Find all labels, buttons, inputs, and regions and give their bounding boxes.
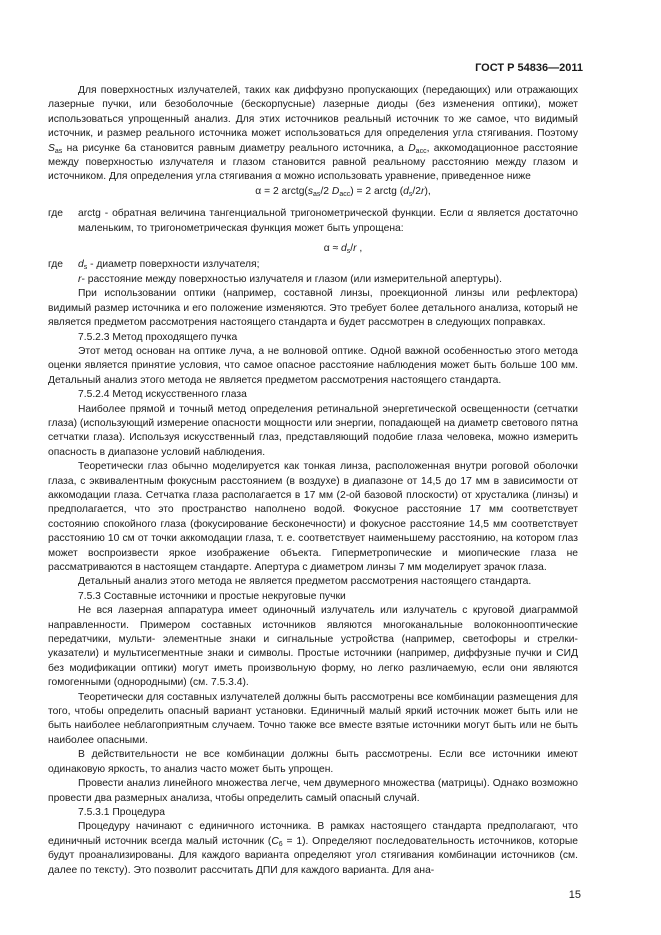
section-heading: 7.5.2.4 Метод искусственного глаза: [78, 389, 247, 401]
standard-header: ГОСТ Р 54836—2011: [475, 62, 583, 74]
paragraph: При использовании оптики (например, составной линзы, проекционной линзы или рефлектора) видимый размер источника и его положение изменяются. Это требует более детального анализа, который не является предметом рассмотрения настоящего стандарта и будет рассмотрен в следующих поправках.: [48, 288, 578, 329]
text-run: ,: [356, 243, 363, 255]
page-number: 15: [568, 889, 581, 901]
symbol: S: [48, 142, 55, 154]
text-run: Процедуру начинают с единичного источника. В рамках настоящего стандарта предполагают, что единичный источник всегда малый источник (: [48, 821, 578, 847]
text-run: ) = 2 arctg (: [350, 185, 404, 197]
symbol: d: [78, 259, 84, 271]
where-label: где: [48, 208, 64, 220]
subscript: s: [83, 264, 88, 272]
formula-approximation: [48, 242, 578, 256]
paragraph: Детальный анализ этого метода не является предметом рассмотрения настоящего стандарта.: [78, 576, 532, 588]
section-heading: 7.5.2.3 Метод проходящего пучка: [78, 331, 238, 343]
symbol: D: [331, 185, 340, 197]
text-run: α ≈: [323, 243, 342, 255]
where-label: где: [48, 259, 64, 271]
paragraph: Провести анализ линейного множества легче, чем двумерного множества (матрицы). Однако возможно провести два размерных анализа, чтобы определить самый опасный случай.: [48, 778, 578, 804]
definition-text: - расстояние между поверхностью излучателя и глазом (или измерительной апертуры).: [81, 273, 502, 285]
text-run: /: [350, 243, 354, 255]
paragraph: [48, 84, 578, 185]
definition-r: [48, 273, 578, 287]
subscript: acc: [415, 147, 427, 155]
subscript: s: [408, 190, 413, 198]
symbol: D: [408, 142, 416, 154]
text-run: на рисунке 6а становится равным диаметру реального источника, а: [62, 142, 409, 154]
paragraph: Наиболее прямой и точный метод определения ретинальной энергетической освещенности (сетчатки глаза) (использующий измерение опасности мощности или энергии, попадающей на диаметр светового пятна сетчатки глаза). Используя искусственный глаз, представляющий подобие глаза человека, можно измерить опасность в диапазоне условий наблюдения.: [48, 403, 578, 458]
subscript: as: [313, 190, 321, 198]
spacer: [48, 199, 578, 207]
text-run: , аккомодационное расстояние между поверхностью излучателя и глазом становится равной реальному расстоянию между глазом и источником. Для определения угла стягивания α можно использовать уравнение, приведенное ниже: [48, 142, 579, 183]
subscript: 6: [278, 840, 283, 848]
paragraph: В действительности не все комбинации должны быть рассмотрены. Если все источники имеют одинаковую яркость, то анализ часто может быть упрощен.: [48, 749, 578, 775]
symbol: d: [341, 243, 347, 255]
definition-arctg: [48, 207, 578, 236]
subscript: as: [54, 147, 63, 155]
symbol: C: [271, 835, 279, 847]
text-run: /2: [412, 185, 421, 197]
text-run: /2: [320, 185, 332, 197]
text-run: Для поверхностных излучателей, таких как диффузно пропускающих (передающих) или отражающих лазерные пучки, или безоболочные (бескорпусные) лазерные диоды (без изменения оптики), может использоваться упрощенный анализ. Для этих источников реальный источник то же самое, что видимый источник, и размер реального источника может использоваться для определения угла стягивания. Поэтому: [48, 85, 578, 140]
paragraph: Теоретически глаз обычно моделируется как тонкая линза, расположенная внутри роговой оболочки глаза, с эквивалентным фокусным расстоянием (в воздухе) в диапазоне от 14,5 до 17 мм в зависимости от аккомодации глаза. Сетчатка глаза располагается в 17 мм (2-ой базовой плоскости) от хрусталика (линзы) и предполагается, что это пространство наполнено водой. Фокусное расстояние 17 мм соответствует состоянию спокойного глаза (фокусирование бесконечности) и фокусное расстояние 14,5 мм соответствует расстоянию 10 см от точки аккомодации глаза, т. е. соответствует наименьшему расстоянию, на котором глаз может воспроизвести яркое изображение объекта. Гиперметропические и миопические глаза не рассматриваются в настоящем стандарте. Апертура с диаметром линзы 7 мм моделирует зрачок глаза.: [48, 461, 578, 573]
definition-text: arctg - обратная величина тангенциальной тригонометрической функции. Если α является достаточно маленьким, то тригонометрическая функция может быть упрощена:: [78, 208, 578, 234]
definition-text: - диаметр поверхности излучателя;: [87, 259, 260, 271]
text-run: = 1). Определяют последовательность источников, которые будут проанализированы. Для каждого варианта определяют угол стягивания комбинации источников (см. далее по тексту). Это позволит рассчитать ДПИ для каждого варианта. Для ана-: [48, 835, 579, 876]
symbol: s: [307, 185, 314, 197]
text-run: ),: [424, 185, 431, 197]
symbol: d: [403, 185, 409, 197]
symbol: r: [353, 243, 357, 255]
paragraph: [48, 820, 578, 878]
text-run: α = 2 arctg(: [255, 185, 308, 197]
symbol: r: [78, 273, 82, 285]
subscript: acc: [339, 190, 351, 198]
section-heading: 7.5.3 Составные источники и простые некруговые пучки: [78, 590, 346, 602]
paragraph: Этот метод основан на оптике луча, а не волновой оптике. Одной важной особенностью этого метода оценки является принятие условия, что самое опасное расстояние наблюдения может быть больше 100 мм. Детальный анализ этого метода не является предметом рассмотрения настоящего стандарта.: [48, 345, 578, 386]
formula-subtense-angle: [48, 185, 578, 199]
paragraph: Не вся лазерная аппаратура имеет одиночный излучатель или излучатель с круговой диаграммой направленности. Примером составных источников являются многоканальные волоконнооптические передатчики, мульти- элементные знаки и сигнальные устройства (например, светофоры и стрелки-указатели) и мультисегментные знаки и символы. Простые источники (например, диффузные пучки и СИД без модификации оптики) могут иметь произвольную форму, но легко различаемую, если они являются гомогенными (однородными) (см. 7.5.3.4).: [48, 605, 578, 689]
section-heading: 7.5.3.1 Процедура: [78, 806, 165, 818]
document-body: [48, 84, 578, 878]
subscript: s: [346, 248, 351, 256]
definition-ds: [48, 258, 578, 272]
symbol: r: [421, 185, 425, 197]
paragraph: Теоретически для составных излучателей должны быть рассмотрены все комбинации размещения для того, чтобы определить опасный вариант установки. Единичный малый яркий источник может быть или не быть наиболее неблагоприятным случаем. Точно также все вместе взятые источники могут быть или не быть наиболее опасными.: [48, 691, 578, 746]
